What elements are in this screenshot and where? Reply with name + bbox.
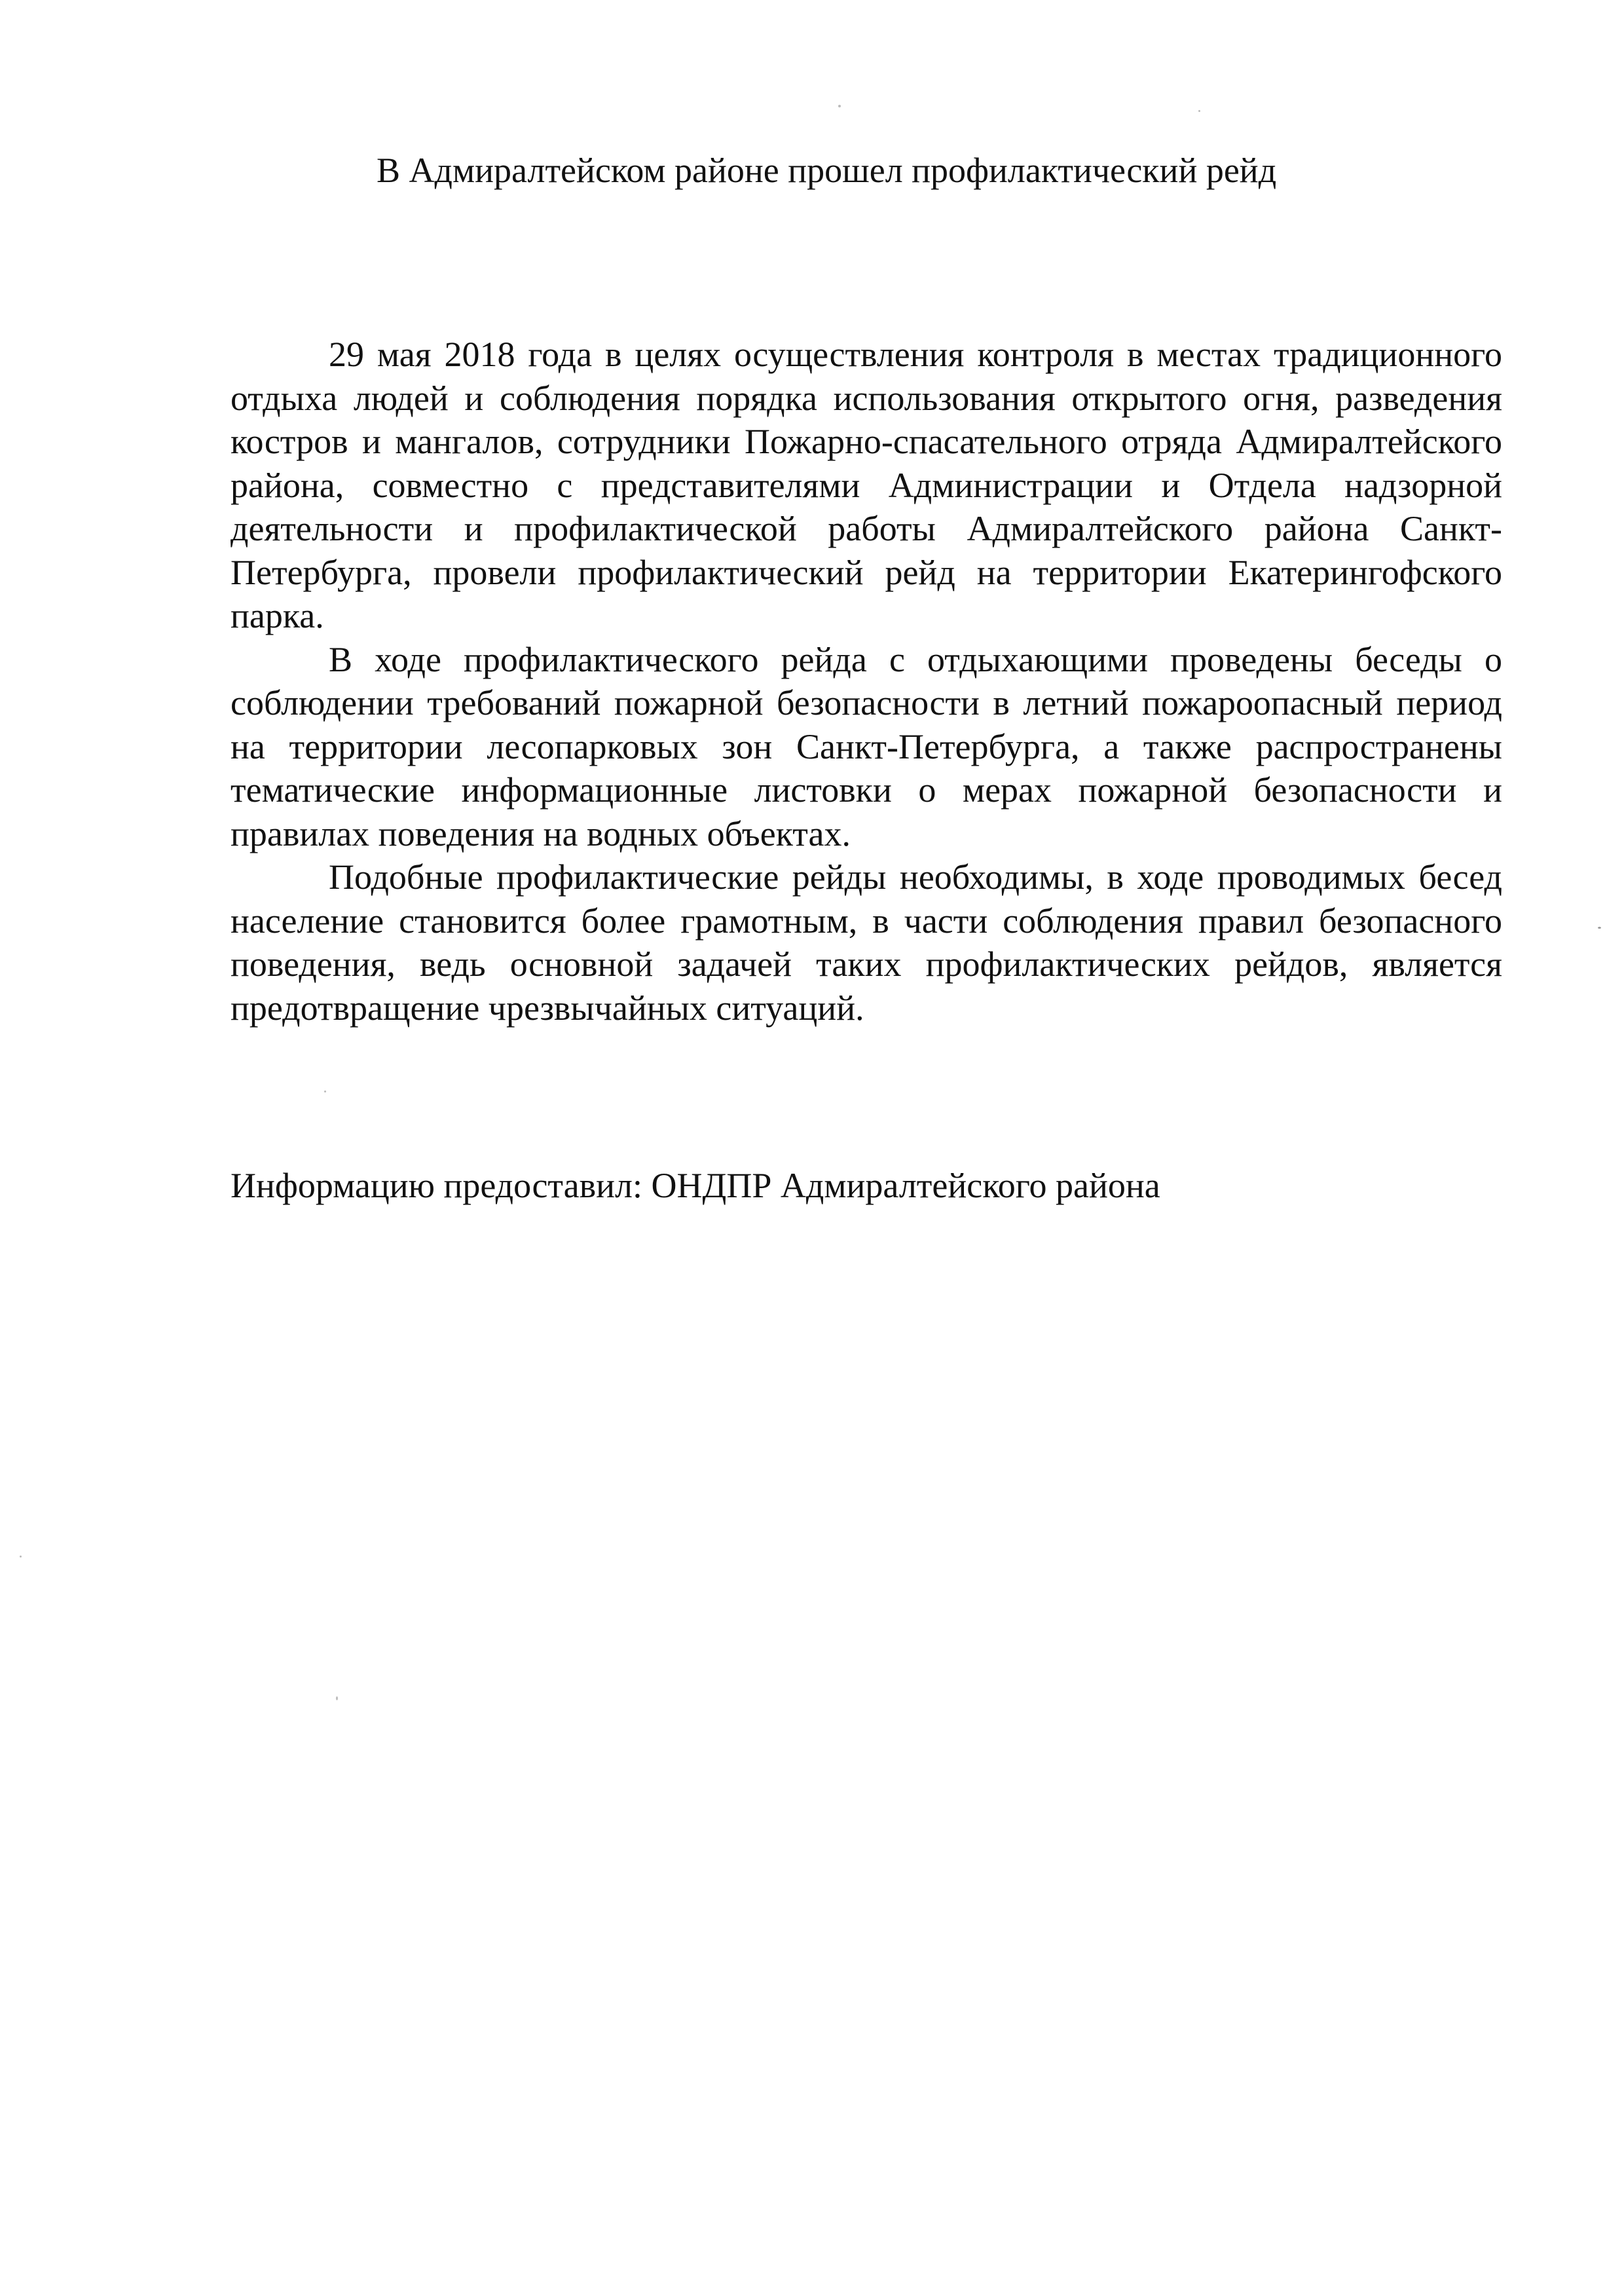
scan-speck	[1198, 110, 1200, 112]
scan-speck	[1598, 927, 1601, 929]
paragraph-3: Подобные профилактические рейды необходимы, в ходе проводимых бесед население становится более грамотным, в части соблюдения правил безопасного поведения, ведь основной задачей таких профилактических рейдов, является предотвращение чрезвычайных ситуаций.	[231, 857, 1502, 1028]
scan-speck	[20, 1556, 22, 1558]
scan-speck	[336, 1696, 338, 1700]
scan-speck	[838, 105, 841, 107]
paragraph-2: В ходе профилактического рейда с отдыхающими проведены беседы о соблюдении требований пожарной безопасности в летний пожароопасный период на территории лесопарковых зон Санкт-Петербурга, а также распространены тематические информационные листовки о мерах пожарной безопасности и правилах поведения на водных объектах.	[231, 639, 1502, 853]
paragraph-1: 29 мая 2018 года в целях осуществления контроля в местах традиционного отдыха людей и соблюдения порядка использования открытого огня, разведения костров и мангалов, сотрудники Пожарно-спасательного отряда Адмиралтейского района, совместно с представителями Администрации и Отдела надзорной деятельности и профилактической работы Адмиралтейского района Санкт-Петербурга, провели профилактический рейд на территории Екатерингофского парка.	[231, 335, 1502, 635]
document-title: В Адмиралтейском районе прошел профилактический рейд	[377, 151, 1277, 190]
scan-speck	[324, 1091, 326, 1092]
document-body	[231, 333, 1502, 1030]
signature-line: Информацию предоставил: ОНДПР Адмиралтейского района	[231, 1166, 1160, 1205]
